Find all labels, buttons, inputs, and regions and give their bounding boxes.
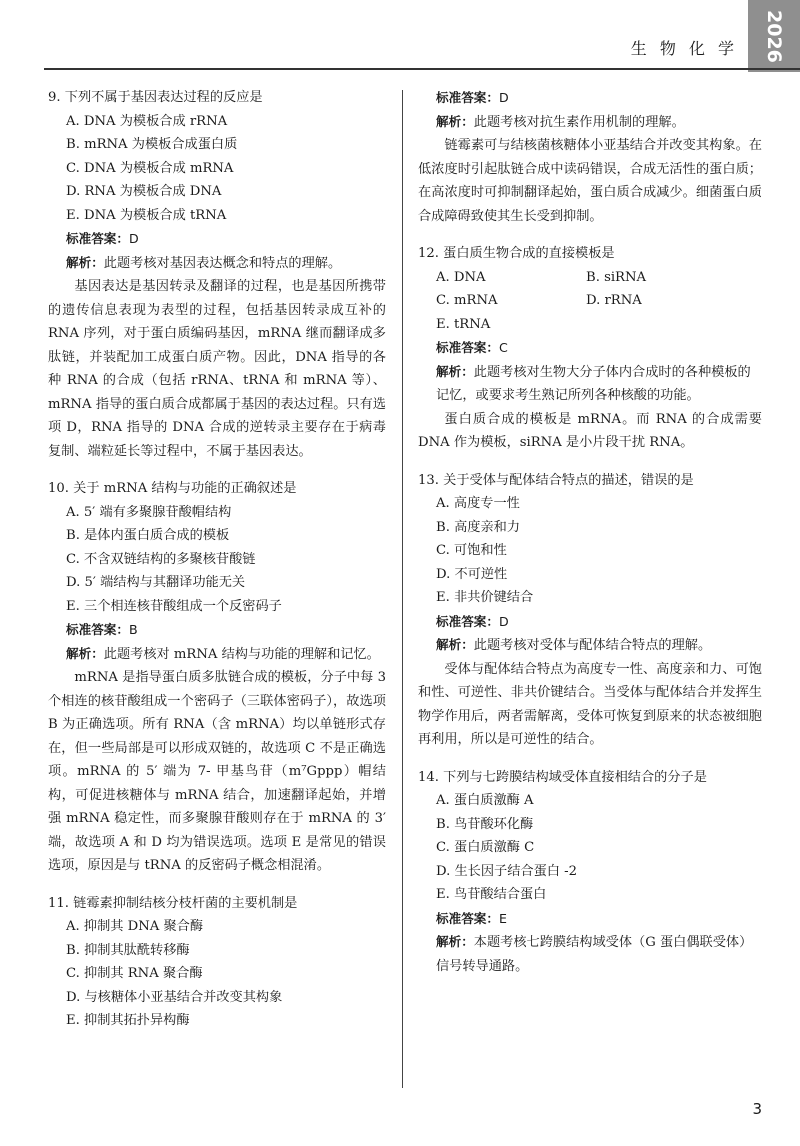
analysis-text: 此题考核对基因表达概念和特点的理解。 <box>103 255 342 271</box>
standard-answer <box>48 618 386 642</box>
header-rule <box>44 68 800 70</box>
question-14 <box>418 766 762 979</box>
option-c: C. 蛋白质激酶 C <box>436 840 535 855</box>
year-tab: 2026 <box>748 0 800 72</box>
answer-label: 标准答案： <box>436 90 499 105</box>
question-stem: 14. 下列与七跨膜结构域受体直接相结合的分子是 <box>418 769 707 785</box>
left-column <box>48 86 386 1047</box>
option-e: E. 抑制其拓扑异构酶 <box>66 1013 190 1028</box>
standard-answer <box>418 336 762 360</box>
option-c: C. mRNA <box>436 293 498 308</box>
standard-answer <box>418 86 762 110</box>
question-11-answer <box>418 86 762 228</box>
analysis-text: 此题考核对生物大分子体内合成时的各种模板的记忆，或要求考生熟记所列各种核酸的功能。 <box>436 364 751 403</box>
question-stem: 9. 下列不属于基因表达过程的反应是 <box>48 90 263 105</box>
answer-value: D <box>498 613 509 629</box>
option-list <box>48 110 386 228</box>
analysis-label: 解析： <box>436 363 474 379</box>
analysis-text: 此题考核对抗生素作用机制的理解。 <box>473 114 685 130</box>
option-d: D. rRNA <box>586 293 642 308</box>
option-d: D. RNA 为模板合成 DNA <box>66 184 222 199</box>
option-d: D. 5′ 端结构与其翻译功能无关 <box>66 575 246 590</box>
option-b: B. mRNA 为模板合成蛋白质 <box>66 137 238 152</box>
analysis-text: 此题考核对 mRNA 结构与功能的理解和记忆。 <box>103 646 380 662</box>
option-d: D. 与核糖体小亚基结合并改变其构象 <box>66 989 283 1005</box>
option-a: A. DNA <box>436 269 486 285</box>
question-10 <box>48 477 386 878</box>
option-list <box>48 915 386 1033</box>
option-c: C. DNA 为模板合成 mRNA <box>66 160 234 176</box>
standard-answer <box>418 610 762 634</box>
answer-value: C <box>498 340 508 355</box>
option-e: E. 三个相连核苷酸组成一个反密码子 <box>66 598 282 614</box>
question-stem: 12. 蛋白质生物合成的直接模板是 <box>418 246 615 261</box>
answer-value: D <box>498 90 509 105</box>
option-b: B. 是体内蛋白质合成的模板 <box>66 528 230 543</box>
option-e: E. 鸟苷酸结合蛋白 <box>436 887 547 902</box>
answer-label: 标准答案： <box>66 231 129 246</box>
analysis <box>418 633 762 658</box>
analysis <box>418 930 762 978</box>
option-list <box>418 789 762 907</box>
question-stem: 10. 关于 mRNA 结构与功能的正确叙述是 <box>48 481 297 496</box>
option-b: B. 抑制其肽酰转移酶 <box>66 942 190 958</box>
option-c: C. 不含双链结构的多聚核苷酸链 <box>66 551 256 567</box>
page-number: 3 <box>752 1100 762 1118</box>
question-13 <box>418 469 762 752</box>
book-title: 生 物 化 学 <box>630 39 738 58</box>
answer-value: B <box>128 622 138 637</box>
option-d: D. 不可逆性 <box>436 566 508 582</box>
standard-answer <box>418 907 762 931</box>
answer-label: 标准答案： <box>436 910 499 926</box>
answer-label: 标准答案： <box>66 622 129 637</box>
analysis-label: 解析： <box>436 934 474 949</box>
column-divider <box>402 90 403 1088</box>
analysis <box>418 360 762 408</box>
answer-value: E <box>498 910 507 926</box>
right-column <box>418 86 762 992</box>
option-list <box>48 501 386 619</box>
question-9 <box>48 86 386 463</box>
option-d: D. 生长因子结合蛋白 -2 <box>436 863 578 879</box>
analysis-label: 解析： <box>436 113 474 129</box>
analysis-text: 本题考核七跨膜结构域受体（G 蛋白偶联受体）信号转导通路。 <box>436 935 753 974</box>
option-e: E. DNA 为模板合成 tRNA <box>66 207 227 223</box>
analysis <box>48 642 386 667</box>
option-c: C. 抑制其 RNA 聚合酶 <box>66 966 203 981</box>
standard-answer <box>48 227 386 251</box>
explanation-paragraph: mRNA 是指导蛋白质多肽链合成的模板，分子中每 3 个相连的核苷酸组成一个密码子（三联体密码子），故选项 B 为正确选项。所有 RNA（含 mRNA）均以单链形式存在，但一些局部是可以形成双链的，故选项 C 不是正确选项。mRNA 的 5′ 端为 7- 甲基鸟苷（m⁷Gppp）帽结构，可促进核糖体与 mRNA 结合，加速翻译起始，并增强 mRNA 稳定性，而多聚腺苷酸则存在于 mRNA 的 3′ 端，故选项 A 和 D 均为错误选项。选项 E 是常见的错误选项，原因是与 tRNA 的反密码子概念相混淆。 <box>48 670 386 873</box>
option-a: A. DNA 为模板合成 rRNA <box>66 113 228 129</box>
option-c: C. 可饱和性 <box>436 543 507 558</box>
question-11 <box>48 892 386 1033</box>
option-a: A. 高度专一性 <box>436 496 520 511</box>
analysis-label: 解析： <box>66 645 104 661</box>
question-stem: 13. 关于受体与配体结合特点的描述，错误的是 <box>418 472 694 488</box>
answer-label: 标准答案： <box>436 613 499 629</box>
analysis-text: 此题考核对受体与配体结合特点的理解。 <box>473 638 712 653</box>
option-b: B. 鸟苷酸环化酶 <box>436 816 534 832</box>
analysis <box>418 110 762 135</box>
option-a: A. 5′ 端有多聚腺苷酸帽结构 <box>66 504 232 520</box>
option-e: E. 非共价键结合 <box>436 590 534 605</box>
analysis-label: 解析： <box>66 254 104 270</box>
analysis <box>48 251 386 276</box>
explanation-paragraph: 基因表达是基因转录及翻译的过程，也是基因所携带的遗传信息表现为表型的过程，包括基因转录成互补的 RNA 序列，对于蛋白质编码基因，mRNA 继而翻译成多肽链，并装配加工成蛋白质产物。因此，DNA 指导的各种 RNA 的合成（包括 rRNA、tRNA 和 mRNA 等）、mRNA 指导的蛋白质合成都属于基因的表达过程。只有选项 D，RNA 指导的 DNA 合成的逆转录主要存在于病毒复制、端粒延长等过程中，不属于基因表达。 <box>48 279 386 459</box>
option-list <box>418 492 762 610</box>
option-b: B. siRNA <box>586 269 647 285</box>
analysis-label: 解析： <box>436 637 474 652</box>
question-12 <box>418 242 762 455</box>
explanation-paragraph: 蛋白质合成的模板是 mRNA。而 RNA 的合成需要 DNA 作为模板，siRNA 是小片段干扰 RNA。 <box>418 411 762 450</box>
option-b: B. 高度亲和力 <box>436 519 521 535</box>
option-e: E. tRNA <box>436 316 491 332</box>
option-a: A. 抑制其 DNA 聚合酶 <box>66 919 204 934</box>
option-list <box>418 266 762 337</box>
explanation-paragraph: 受体与配体结合特点为高度专一性、高度亲和力、可饱和性、可逆性、非共价键结合。当受体与配体结合并发挥生物学作用后，两者需解离，受体可恢复到原来的状态被细胞再利用，所以是可逆性的结合。 <box>418 661 762 747</box>
question-stem: 11. 链霉素抑制结核分枝杆菌的主要机制是 <box>48 895 298 911</box>
option-a: A. 蛋白质激酶 A <box>436 793 534 808</box>
answer-value: D <box>128 231 139 246</box>
answer-label: 标准答案： <box>436 340 499 355</box>
explanation-paragraph: 链霉素可与结核菌核糖体小亚基结合并改变其构象。在低浓度时引起肽链合成中读码错误，合成无活性的蛋白质；在高浓度时可抑制翻译起始，蛋白质合成减少。细菌蛋白质合成障碍致使其生长受到抑制。 <box>418 138 762 224</box>
